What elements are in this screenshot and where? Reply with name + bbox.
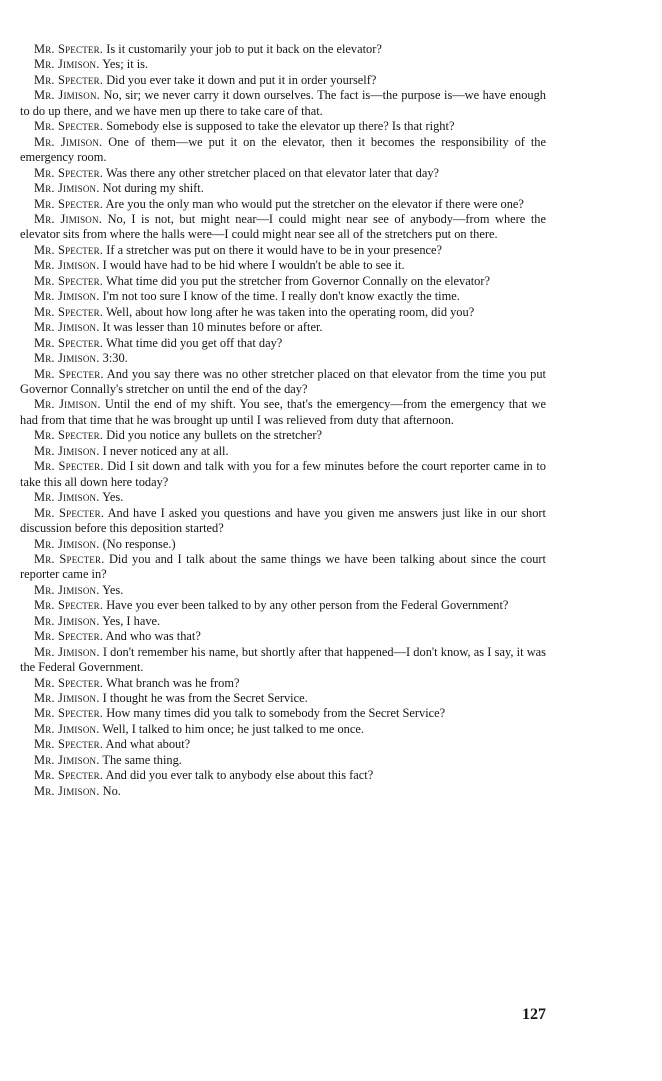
speaker-name: Mr. Specter.: [34, 598, 104, 613]
transcript-paragraph: [20, 181, 546, 196]
transcript-paragraph: [20, 722, 546, 737]
transcript-paragraph: [20, 490, 546, 505]
speaker-name: Mr. Jimison.: [34, 644, 100, 659]
transcript-paragraph: [20, 784, 546, 799]
speaker-name: Mr. Jimison.: [34, 752, 100, 767]
speaker-name: Mr. Jimison.: [34, 691, 100, 706]
statement-text: Did you notice any bullets on the stretcher?: [106, 428, 322, 443]
speaker-name: Mr. Jimison.: [34, 134, 103, 149]
transcript-paragraph: [20, 320, 546, 335]
speaker-name: Mr. Specter.: [34, 273, 104, 288]
statement-text: I thought he was from the Secret Service.: [102, 691, 308, 706]
statement-text: Have you ever been talked to by any other person from the Federal Government?: [106, 598, 509, 613]
transcript-paragraph: [20, 598, 546, 613]
statement-text: 3:30.: [102, 351, 128, 366]
transcript-paragraph: [20, 691, 546, 706]
statement-text: I never noticed any at all.: [102, 443, 229, 458]
statement-text: Are you the only man who would put the stretcher on the elevator if there were one?: [105, 196, 524, 211]
speaker-name: Mr. Specter.: [34, 72, 104, 87]
transcript-paragraph: [20, 367, 546, 398]
speaker-name: Mr. Jimison.: [34, 443, 100, 458]
transcript-paragraph: [20, 614, 546, 629]
transcript-paragraph: [20, 737, 546, 752]
speaker-name: Mr. Specter.: [34, 675, 104, 690]
statement-text: I would have had to be hid where I wouldn't be able to see it.: [102, 258, 405, 273]
statement-text: (No response.): [102, 536, 176, 551]
statement-text: Yes; it is.: [102, 57, 149, 72]
statement-text: Is it customarily your job to put it back on the elevator?: [106, 42, 382, 56]
statement-text: No, sir; we never carry it down ourselves. The fact is—the purpose is—we have enough to do up there, and we have men up there to take care of that.: [20, 88, 546, 118]
transcript-paragraph: [20, 768, 546, 783]
statement-text: And what about?: [105, 737, 191, 752]
transcript-paragraph: [20, 583, 546, 598]
statement-text: What time did you get off that day?: [105, 335, 283, 350]
transcript-paragraph: [20, 397, 546, 428]
statement-text: Somebody else is supposed to take the elevator up there? Is that right?: [106, 119, 455, 134]
transcript-paragraph: [20, 42, 546, 57]
statement-text: What branch was he from?: [105, 675, 240, 690]
transcript-paragraph: [20, 305, 546, 320]
statement-text: Well, about how long after he was taken into the operating room, did you?: [105, 304, 475, 319]
statement-text: The same thing.: [102, 752, 182, 767]
transcript-paragraph: [20, 258, 546, 273]
transcript-paragraph: [20, 88, 546, 119]
transcript-paragraph: [20, 444, 546, 459]
speaker-name: Mr. Specter.: [34, 242, 104, 257]
transcript-paragraph: [20, 676, 546, 691]
speaker-name: Mr. Jimison.: [34, 783, 100, 798]
speaker-name: Mr. Specter.: [34, 42, 104, 56]
speaker-name: Mr. Specter.: [34, 629, 104, 644]
transcript-paragraph: [20, 351, 546, 366]
transcript-paragraph: [20, 274, 546, 289]
statement-text: One of them—we put it on the elevator, then it becomes the responsibility of the emergency room.: [20, 134, 546, 165]
page-number: 127: [522, 1006, 546, 1023]
speaker-name: Mr. Jimison.: [34, 88, 100, 103]
speaker-name: Mr. Jimison.: [34, 721, 100, 736]
statement-text: And have I asked you questions and have you given me answers just like in our short discussion before this deposition started?: [20, 505, 546, 536]
transcript-paragraph: [20, 73, 546, 88]
transcript-paragraph: [20, 289, 546, 304]
speaker-name: Mr. Jimison.: [34, 258, 100, 273]
statement-text: Yes, I have.: [102, 613, 161, 628]
statement-text: And who was that?: [105, 629, 201, 644]
transcript-paragraph: [20, 57, 546, 72]
statement-text: Well, I talked to him once; he just talked to me once.: [102, 721, 364, 736]
speaker-name: Mr. Specter.: [34, 304, 104, 319]
statement-text: Did I sit down and talk with you for a few minutes before the court reporter came in to take this all down here today?: [20, 459, 547, 489]
speaker-name: Mr. Jimison.: [34, 211, 102, 226]
transcript-paragraph: [20, 119, 546, 134]
transcript-paragraph: [20, 506, 546, 537]
transcript-paragraph: [20, 243, 546, 258]
statement-text: I'm not too sure I know of the time. I really don't know exactly the time.: [102, 289, 460, 304]
transcript-paragraph: [20, 166, 546, 181]
speaker-name: Mr. Specter.: [34, 459, 104, 474]
transcript-paragraph: [20, 645, 546, 676]
speaker-name: Mr. Jimison.: [34, 351, 100, 366]
speaker-name: Mr. Jimison.: [34, 536, 100, 551]
transcript-paragraph: [20, 753, 546, 768]
statement-text: I don't remember his name, but shortly after that happened—I don't know, as I say, it was the Federal Government.: [20, 644, 546, 675]
speaker-name: Mr. Specter.: [34, 737, 104, 752]
statement-text: Not during my shift.: [102, 181, 204, 196]
statement-text: Until the end of my shift. You see, that's the emergency—from the emergency that we had from that time that he was brought up until I was relieved from duty that afternoon.: [20, 397, 546, 427]
statement-text: Did you and I talk about the same things we have been talking about since the court reporter came in?: [20, 551, 546, 582]
speaker-name: Mr. Specter.: [34, 428, 104, 443]
transcript-paragraph: [20, 552, 546, 583]
statement-text: Was there any other stretcher placed on that elevator later that day?: [105, 165, 440, 180]
transcript-paragraph: [20, 537, 546, 552]
transcript-paragraph: [20, 212, 546, 243]
speaker-name: Mr. Jimison.: [34, 181, 100, 196]
statement-text: Did you ever take it down and put it in order yourself?: [106, 72, 377, 87]
transcript-paragraph: [20, 197, 546, 212]
speaker-name: Mr. Specter.: [34, 119, 104, 134]
speaker-name: Mr. Jimison.: [34, 320, 100, 335]
transcript-paragraph: [20, 135, 546, 166]
transcript-paragraph: [20, 428, 546, 443]
statement-text: It was lesser than 10 minutes before or after.: [102, 320, 323, 335]
speaker-name: Mr. Jimison.: [34, 582, 100, 597]
statement-text: No, I is not, but might near—I could might near see of anybody—from where the elevator sits from where the halls were—I could might near see all of the stretchers put on there.: [20, 211, 546, 242]
transcript-paragraph: [20, 706, 546, 721]
speaker-name: Mr. Jimison.: [34, 289, 100, 304]
transcript-paragraph: [20, 336, 546, 351]
statement-text: Yes.: [102, 490, 124, 505]
speaker-name: Mr. Jimison.: [34, 490, 100, 505]
statement-text: What time did you put the stretcher from Governor Connally on the elevator?: [105, 273, 490, 288]
speaker-name: Mr. Specter.: [34, 551, 105, 566]
speaker-name: Mr. Specter.: [34, 366, 104, 381]
transcript-paragraph: [20, 629, 546, 644]
speaker-name: Mr. Specter.: [34, 706, 104, 721]
speaker-name: Mr. Specter.: [34, 768, 104, 783]
speaker-name: Mr. Jimison.: [34, 57, 100, 72]
speaker-name: Mr. Specter.: [34, 196, 104, 211]
statement-text: Yes.: [102, 582, 124, 597]
statement-text: And you say there was no other stretcher placed on that elevator from the time you put Governor Connally's stretcher on until the end of the day?: [20, 366, 546, 396]
transcript-paragraph: [20, 459, 546, 490]
speaker-name: Mr. Specter.: [34, 335, 104, 350]
transcript-body: [20, 42, 546, 799]
speaker-name: Mr. Jimison.: [34, 397, 101, 412]
statement-text: And did you ever talk to anybody else about this fact?: [105, 768, 374, 783]
statement-text: No.: [102, 783, 121, 798]
speaker-name: Mr. Jimison.: [34, 613, 100, 628]
statement-text: How many times did you talk to somebody from the Secret Service?: [106, 706, 446, 721]
speaker-name: Mr. Specter.: [34, 505, 105, 520]
statement-text: If a stretcher was put on there it would have to be in your presence?: [106, 242, 443, 257]
speaker-name: Mr. Specter.: [34, 165, 104, 180]
